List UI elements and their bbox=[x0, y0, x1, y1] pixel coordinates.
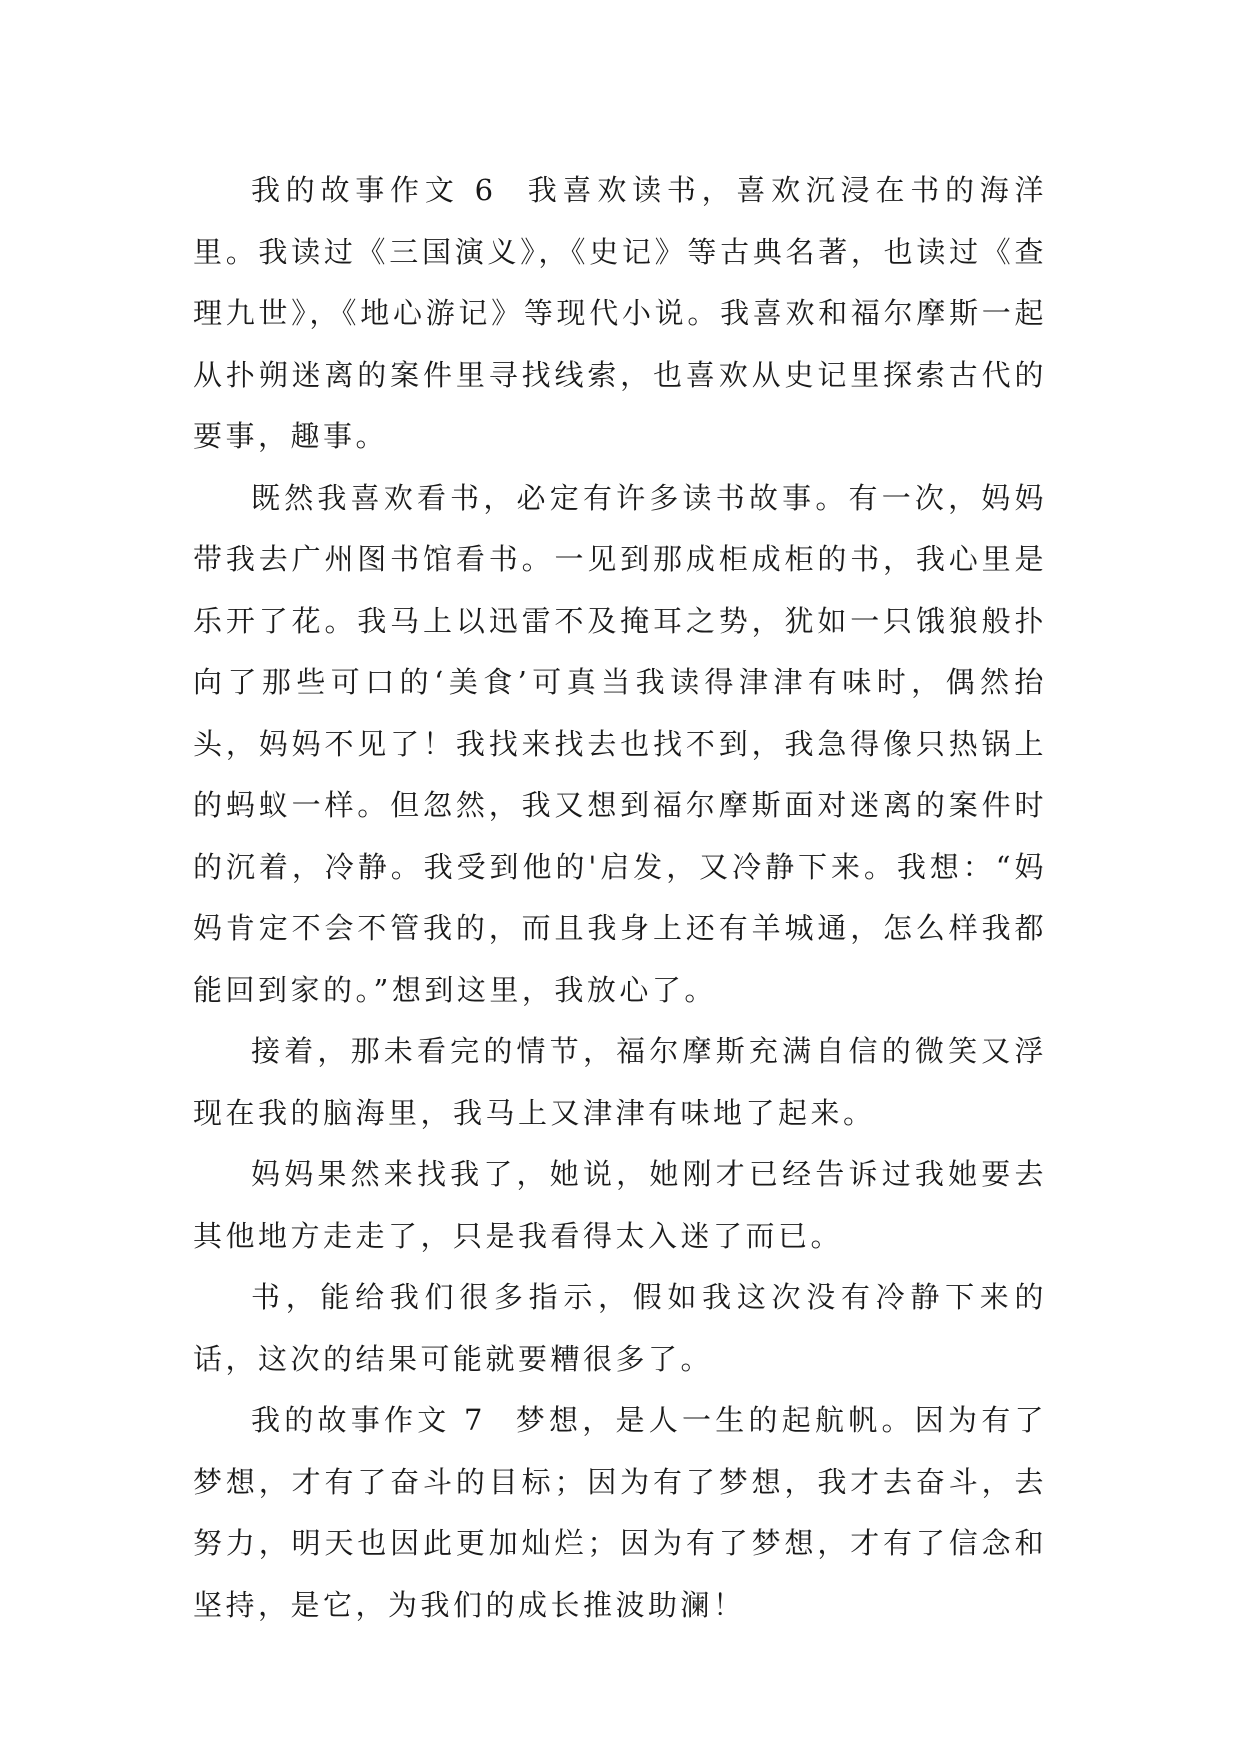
paragraph-conclusion bbox=[193, 1267, 1047, 1390]
paragraph-text: 妈妈果然来找我了，她说，她刚才已经告诉过我她要去其他地方走走了，只是我看得太入迷了而已。 bbox=[193, 1157, 1047, 1253]
paragraph-text: 梦想，是人一生的起航帆。因为有了梦想，才有了奋斗的目标；因为有了梦想，我才去奋斗，去努力，明天也因此更加灿烂；因为有了梦想，才有了信念和坚持，是它，为我们的成长推波助澜！ bbox=[193, 1403, 1047, 1622]
paragraph-continue-reading bbox=[193, 1021, 1047, 1144]
paragraph-text: 我喜欢读书，喜欢沉浸在书的海洋里。我读过《三国演义》，《史记》等古典名著，也读过《查理九世》，《地心游记》等现代小说。我喜欢和福尔摩斯一起从扑朔迷离的案件里寻找线索，也喜欢从史记里探索古代的要事，趣事。 bbox=[193, 173, 1047, 453]
document-page bbox=[193, 160, 1047, 1636]
paragraph-essay-6-intro bbox=[193, 160, 1047, 468]
paragraph-library-story bbox=[193, 468, 1047, 1022]
paragraph-text: 接着，那未看完的情节，福尔摩斯充满自信的微笑又浮现在我的脑海里，我马上又津津有味地了起来。 bbox=[193, 1034, 1047, 1130]
paragraph-text: 书，能给我们很多指示，假如我这次没有冷静下来的话，这次的结果可能就要糟很多了。 bbox=[193, 1280, 1047, 1376]
paragraph-essay-7-intro bbox=[193, 1390, 1047, 1636]
essay-heading-7: 我的故事作文 7 bbox=[251, 1403, 486, 1437]
paragraph-text: 既然我喜欢看书，必定有许多读书故事。有一次，妈妈带我去广州图书馆看书。一见到那成柜成柜的书，我心里是乐开了花。我马上以迅雷不及掩耳之势，犹如一只饿狼般扑向了那些可口的‘美食’可真当我读得津津有味时，偶然抬头，妈妈不见了！我找来找去也找不到，我急得像只热锅上的蚂蚁一样。但忽然，我又想到福尔摩斯面对迷离的案件时的沉着，冷静。我受到他的'启发，又冷静下来。我想：“妈妈肯定不会不管我的，而且我身上还有羊城通，怎么样我都能回到家的。”想到这里，我放心了。 bbox=[193, 480, 1047, 1007]
paragraph-mom-returns bbox=[193, 1144, 1047, 1267]
essay-heading-6: 我的故事作文 6 bbox=[251, 173, 497, 207]
